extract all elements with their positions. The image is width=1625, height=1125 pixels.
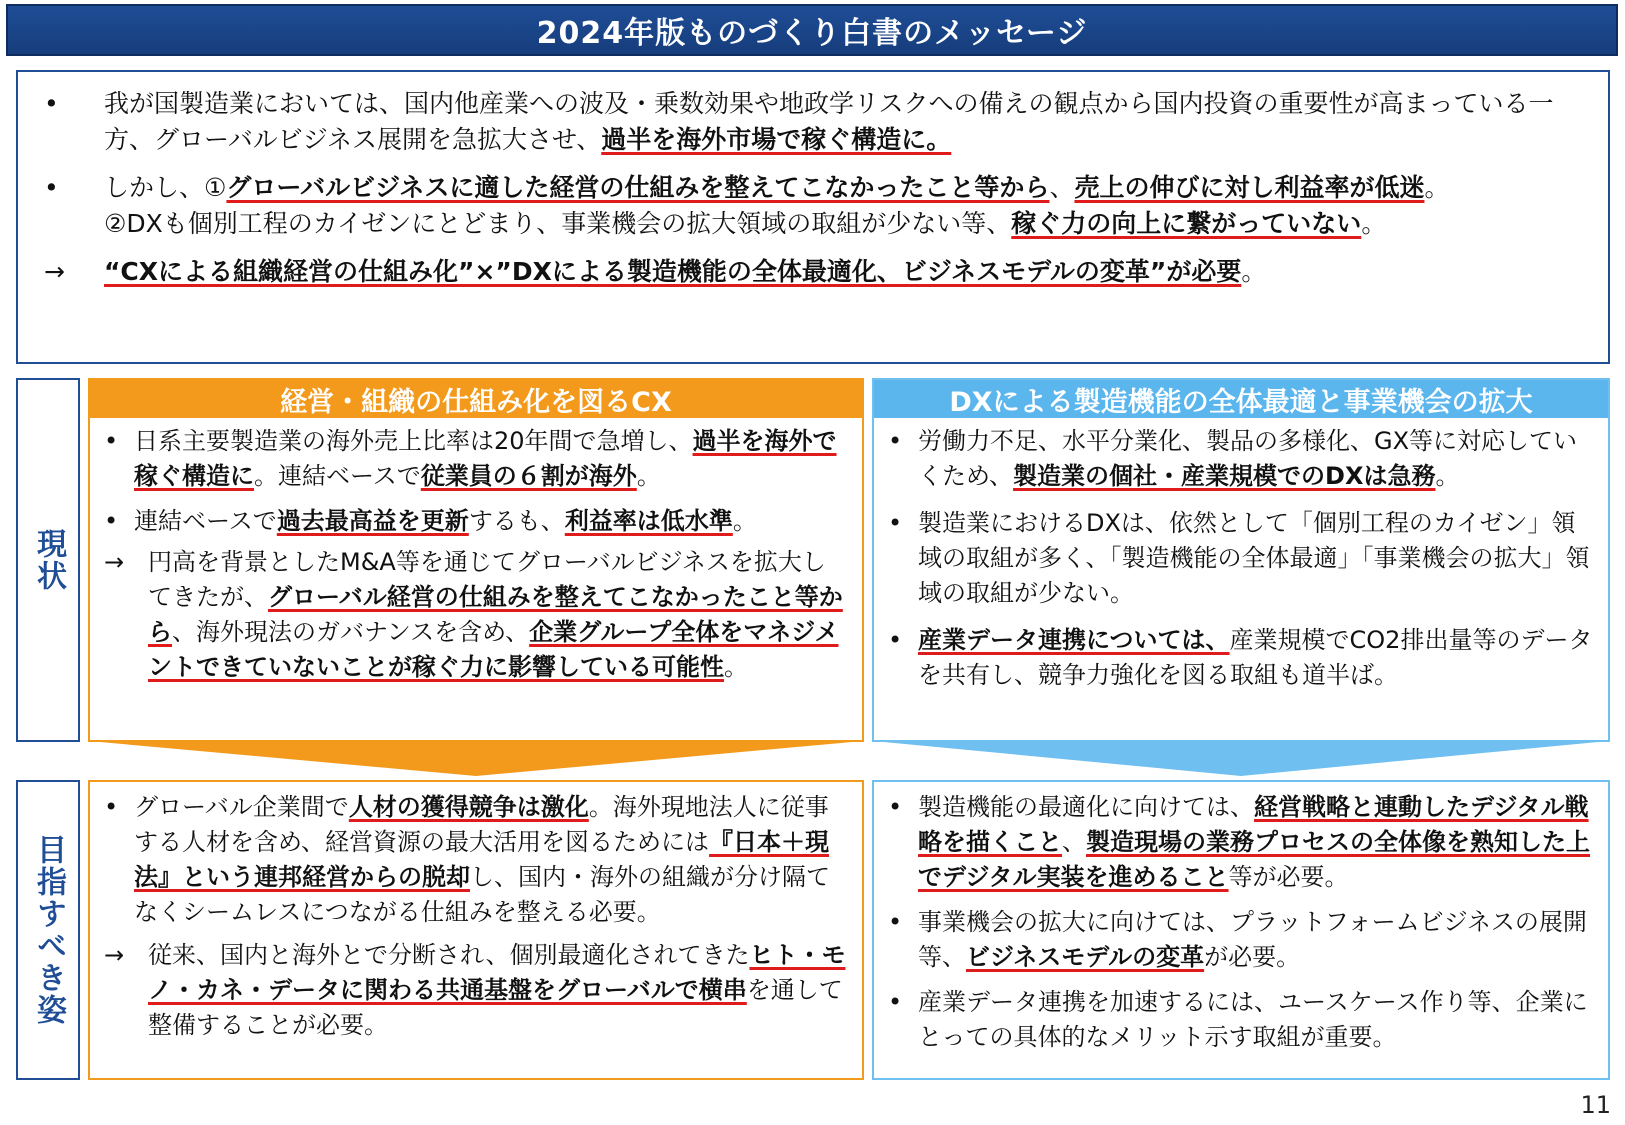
emphasis: 稼ぐ力の向上に繋がっていない	[1011, 209, 1362, 238]
page-number: 11	[1580, 1091, 1611, 1119]
panel-cx-goal	[88, 780, 864, 1080]
emphasis: 売上の伸びに対し利益率が低迷	[1074, 173, 1425, 202]
page-title: 2024年版ものづくり白書のメッセージ	[536, 16, 1088, 51]
panel-dx-goal	[872, 780, 1610, 1080]
list-item: • 労働力不足、水平分業化、製品の多様化、GX等に対応していくため、製造業の個社・産業規模でのDXは急務。	[888, 427, 1578, 490]
panel-header-cx: 経営・組織の仕組み化を図るCX	[90, 380, 862, 418]
down-arrow-blue	[884, 742, 1598, 776]
list-item: • グローバル企業間で人材の獲得競争は激化。海外現地法人に従事する人材を含め、経営資源の最大活用を図るためには『日本＋現法』という連邦経営からの脱却し、国内・海外の組織が分け隔てなくシームレスにつながる仕組みを整える必要。	[104, 793, 830, 926]
panel-dx-current	[872, 378, 1610, 742]
emphasis: グローバルビジネスに適した経営の仕組みを整えてこなかったこと等から	[226, 173, 1050, 202]
list-item: • 製造業におけるDXは、依然として「個別工程のカイゼン」領域の取組が多く、「製造機能の全体最適」「事業機会の拡大」領域の取組が少ない。	[888, 509, 1590, 607]
list-item: → 従来、国内と海外とで分断され、個別最適化されてきたヒト・モノ・カネ・データに関わる共通基盤をグローバルで横串を通して整備することが必要。	[104, 938, 848, 1043]
summary-bullet-2: • しかし、①グローバルビジネスに適した経営の仕組みを整えてこなかったこと等から、売上の伸びに対し利益率が低迷。 ②DXも個別工程のカイゼンにとどまり、事業機会の拡大領域の取組が少ない等、稼ぐ力の向上に繋がっていない。	[44, 173, 1450, 238]
side-label-current: 現状	[16, 378, 80, 742]
emphasis: 過半を海外市場で稼ぐ構造に。	[601, 125, 952, 154]
side-label-goal: 目指すべき姿	[16, 780, 80, 1080]
arrow-icon: →	[104, 548, 125, 576]
summary-conclusion: → “CXによる組織経営の仕組み化”×”DXによる製造機能の全体最適化、ビジネスモデルの変革”が必要。	[38, 254, 1588, 290]
emphasis: “CXによる組織経営の仕組み化”×”DXによる製造機能の全体最適化、ビジネスモデルの変革”が必要	[104, 257, 1242, 286]
summary-box	[16, 70, 1610, 364]
list-item: • 事業機会の拡大に向けては、プラットフォームビジネスの展開等、ビジネスモデルの変革が必要。	[888, 908, 1587, 971]
list-item: → 円高を背景としたM&A等を通じてグローバルビジネスを拡大してきたが、グローバル経営の仕組みを整えてこなかったこと等から、海外現法のガバナンスを含め、企業グループ全体をマネジメントできていないことが稼ぐ力に影響している可能性。	[104, 545, 848, 685]
list-item: • 産業データ連携については、産業規模でCO2排出量等のデータを共有し、競争力強化を図る取組も道半ば。	[888, 626, 1593, 689]
panel-header-dx: DXによる製造機能の全体最適と事業機会の拡大	[874, 380, 1608, 418]
list-item: • 製造機能の最適化に向けては、経営戦略と連動したデジタル戦略を描くこと、製造現場の業務プロセスの全体像を熟知した上でデジタル実装を進めること等が必要。	[888, 793, 1590, 891]
panel-cx-current	[88, 378, 864, 742]
list-item: • 日系主要製造業の海外売上比率は20年間で急増し、過半を海外で稼ぐ構造に。連結ベースで従業員の６割が海外。	[104, 427, 837, 490]
summary-bullet-1: • 我が国製造業においては、国内他産業への波及・乗数効果や地政学リスクへの備えの観点から国内投資の重要性が高まっている一方、グローバルビジネス展開を急拡大させ、過半を海外市場で稼ぐ構造に。	[44, 89, 1554, 154]
down-arrow-orange	[100, 742, 852, 776]
list-item: • 産業データ連携を加速するには、ユースケース作り等、企業にとっての具体的なメリット示す取組が重要。	[888, 988, 1588, 1051]
title-bar	[6, 4, 1618, 56]
arrow-icon: →	[44, 257, 65, 286]
arrow-icon: →	[104, 941, 125, 969]
list-item: • 連結ベースで過去最高益を更新するも、利益率は低水準。	[104, 507, 757, 535]
